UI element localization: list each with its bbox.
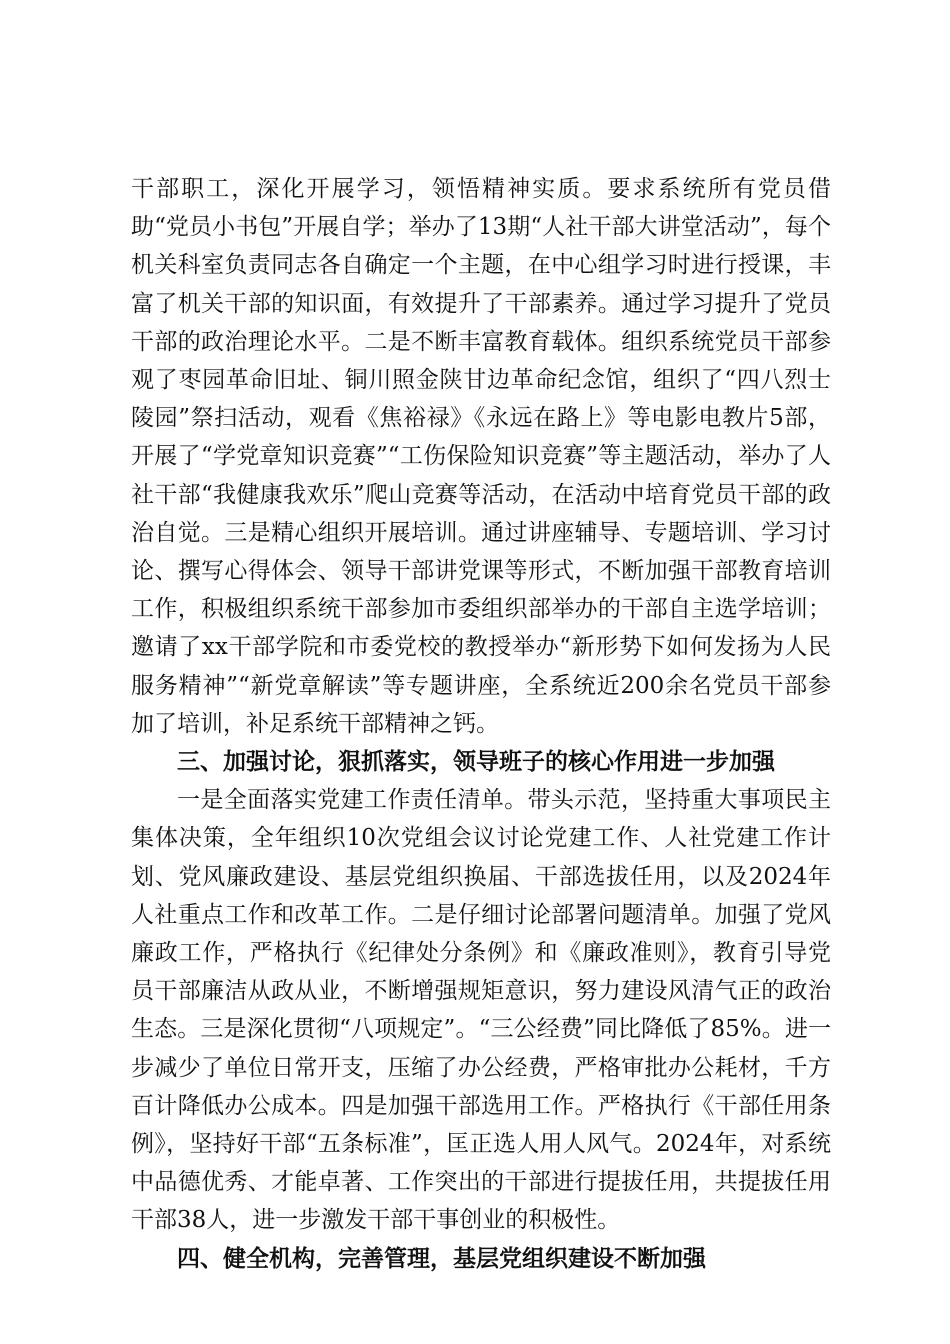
body-paragraph-2: 一是全面落实党建工作责任清单。带头示范，坚持重大事项民主集体决策，全年组织10次党组会议讨论党建工作、人社党建工作计划、党风廉政建设、基层党组织换届、干部选拔任用，以及2024年人社重点工作和改革工作。二是仔细讨论部署问题清单。加强了党风廉政工作，严格执行《纪律处分条例》和《廉政准则》，教育引导党员干部廉洁从政从业，不断增强规矩意识，努力建设风清气正的政治生态。三是深化贯彻“八项规定”。“三公经费”同比降低了85%。进一步减少了单位日常开支，压缩了办公经费，严格审批办公耗材，千方百计降低办公成本。四是加强干部选用工作。严格执行《干部任用条例》，坚持好干部“五条标准”，匡正选人用人风气。2024年，对系统中品德优秀、才能卓著、工作突出的干部进行提拔任用，共提拔任用干部38人，进一步激发干部干事创业的积极性。 bbox=[131, 787, 831, 1234]
section-heading-4: 四、健全机构，完善管理，基层党组织建设不断加强 bbox=[177, 1244, 706, 1272]
section-heading-3: 三、加强讨论，狠抓落实，领导班子的核心作用进一步加强 bbox=[177, 748, 775, 776]
document-body bbox=[131, 170, 831, 1278]
body-paragraph-1: 干部职工，深化开展学习，领悟精神实质。要求系统所有党员借助“党员小书包”开展自学；举办了13期“人社干部大讲堂活动”，每个机关科室负责同志各自确定一个主题，在中心组学习时进行授课，丰富了机关干部的知识面，有效提升了干部素养。通过学习提升了党员干部的政治理论水平。二是不断丰富教育载体。组织系统党员干部参观了枣园革命旧址、铜川照金陕甘边革命纪念馆，组织了“四八烈士陵园”祭扫活动，观看《焦裕禄》《永远在路上》等电影电教片5部，开展了“学党章知识竞赛”“工伤保险知识竞赛”等主题活动，举办了人社干部“我健康我欢乐”爬山竞赛等活动，在活动中培育党员干部的政治自觉。三是精心组织开展培训。通过讲座辅导、专题培训、学习讨论、撰写心得体会、领导干部讲党课等形式，不断加强干部教育培训工作，积极组织系统干部参加市委组织部举办的干部自主选学培训；邀请了xx干部学院和市委党校的教授举办“新形势下如何发扬为人民服务精神”“新党章解读”等专题讲座，全系统近200余名党员干部参加了培训，补足系统干部精神之钙。 bbox=[131, 176, 831, 737]
